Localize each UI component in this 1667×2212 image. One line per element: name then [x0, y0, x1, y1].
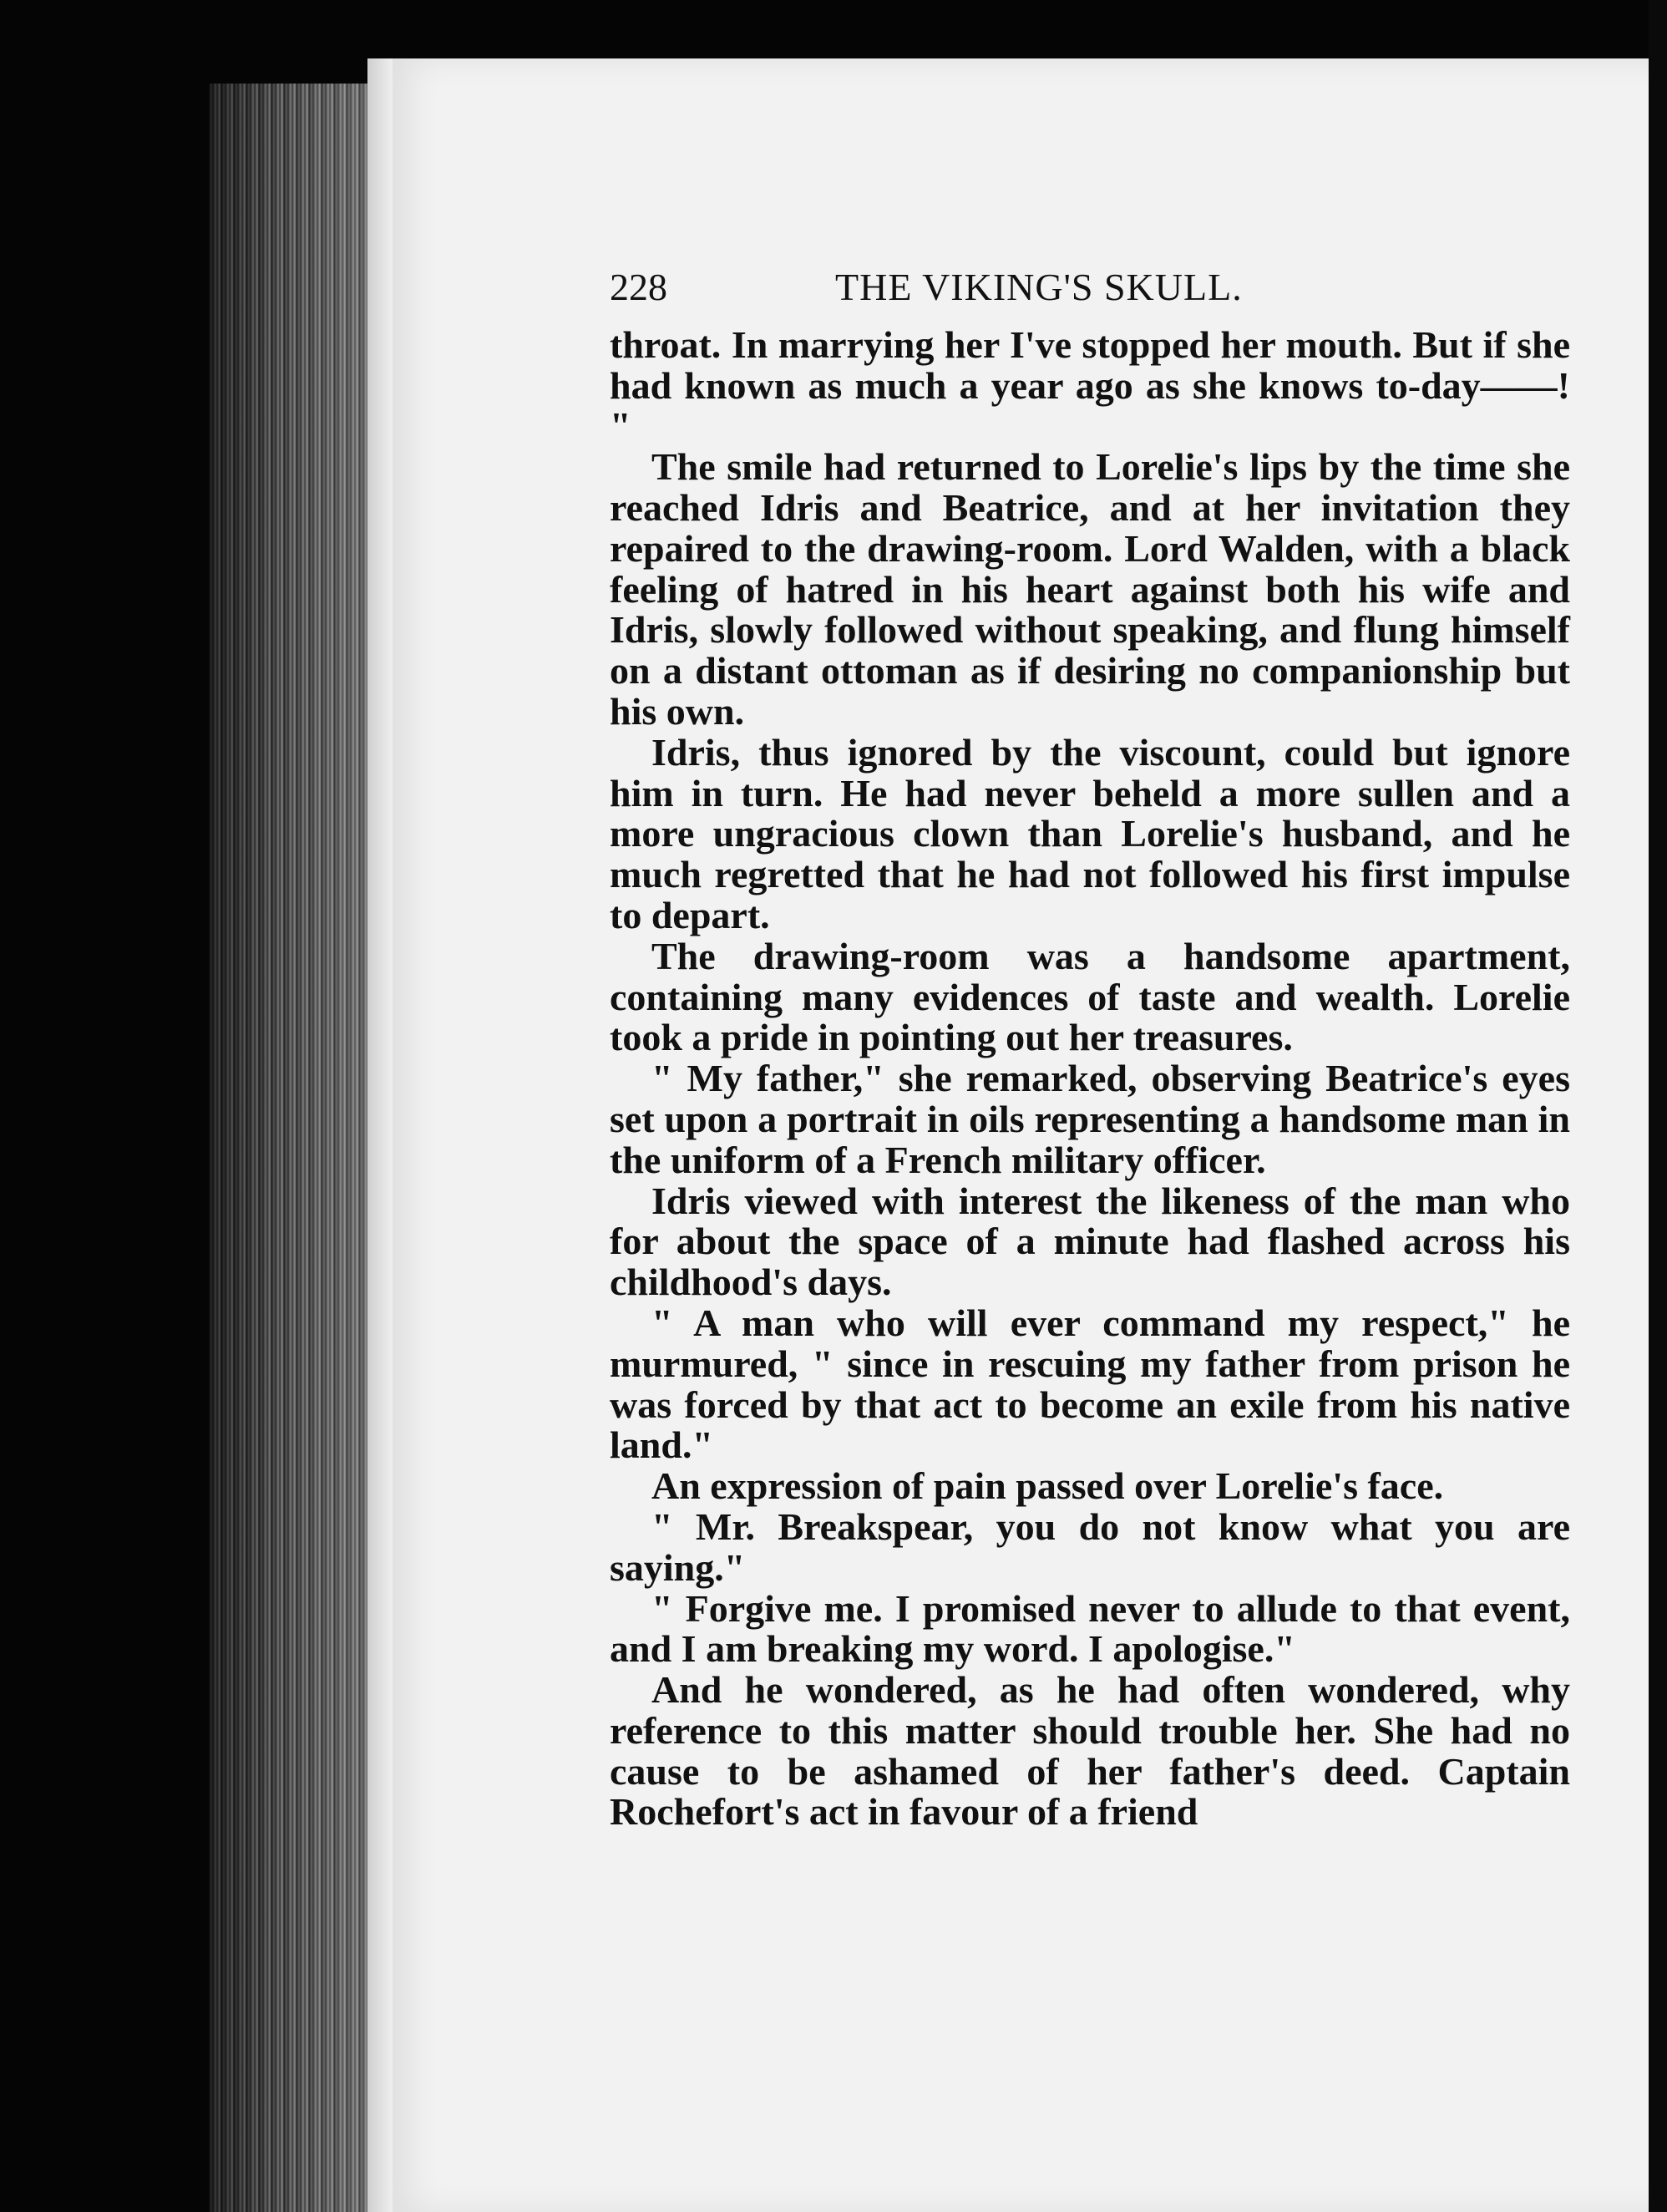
paragraph: And he wondered, as he had often wondered, why reference to this matter should trouble her. She had no cause to be ashamed of her father's deed. Captain Rochefort's act in favour of a friend: [610, 1668, 1570, 1834]
paragraph: " Mr. Breakspear, you do not know what you are saying.": [610, 1504, 1570, 1589]
paragraph: The smile had returned to Lorelie's lips by the time she reached Idris and Beatrice, and at her invitation they repaired to the drawing-room. Lord Walden, with a black feeling of hatred in his heart against both his wife and Idris, slowly followed without speaking, and flung himself on a distant ottoman as if desiring no companionship but his own.: [610, 445, 1570, 733]
paragraph: " A man who will ever command my respect," he murmured, " since in rescuing my father from prison he was forced by that act to become an exile from his native land.": [610, 1301, 1570, 1467]
book-gutter: [367, 58, 393, 2212]
paragraph: Idris, thus ignored by the viscount, could but ignore him in turn. He had never beheld a more sullen and a more ungracious clown than Lorelie's husband, and he much regretted that he had not followed his first impulse to depart.: [610, 730, 1570, 936]
page-number: 228: [610, 266, 667, 308]
running-head: [610, 267, 1570, 308]
paragraph: " My father," she remarked, observing Beatrice's eyes set upon a portrait in oils representing a handsome man in the uniform of a French military officer.: [610, 1057, 1570, 1181]
paragraph: throat. In marrying her I've stopped her mouth. But if she had known as much a year ago as she knows to-day——! ": [610, 322, 1570, 448]
paragraph: Idris viewed with interest the likeness of the man who for about the space of a minute had flashed across his childhood's days.: [610, 1179, 1570, 1304]
book-title: THE VIKING'S SKULL.: [835, 266, 1243, 308]
paragraph: The drawing-room was a handsome apartment, containing many evidences of taste and wealth. Lorelie took a pride in pointing out her treasures.: [610, 934, 1570, 1059]
paragraph: " Forgive me. I promised never to allude to that event, and I am breaking my word. I apologise.": [610, 1586, 1570, 1671]
paragraph: An expression of pain passed over Lorelie's face.: [651, 1464, 1444, 1508]
scan-border: [1649, 0, 1667, 2212]
page-text-block: [610, 267, 1570, 1833]
